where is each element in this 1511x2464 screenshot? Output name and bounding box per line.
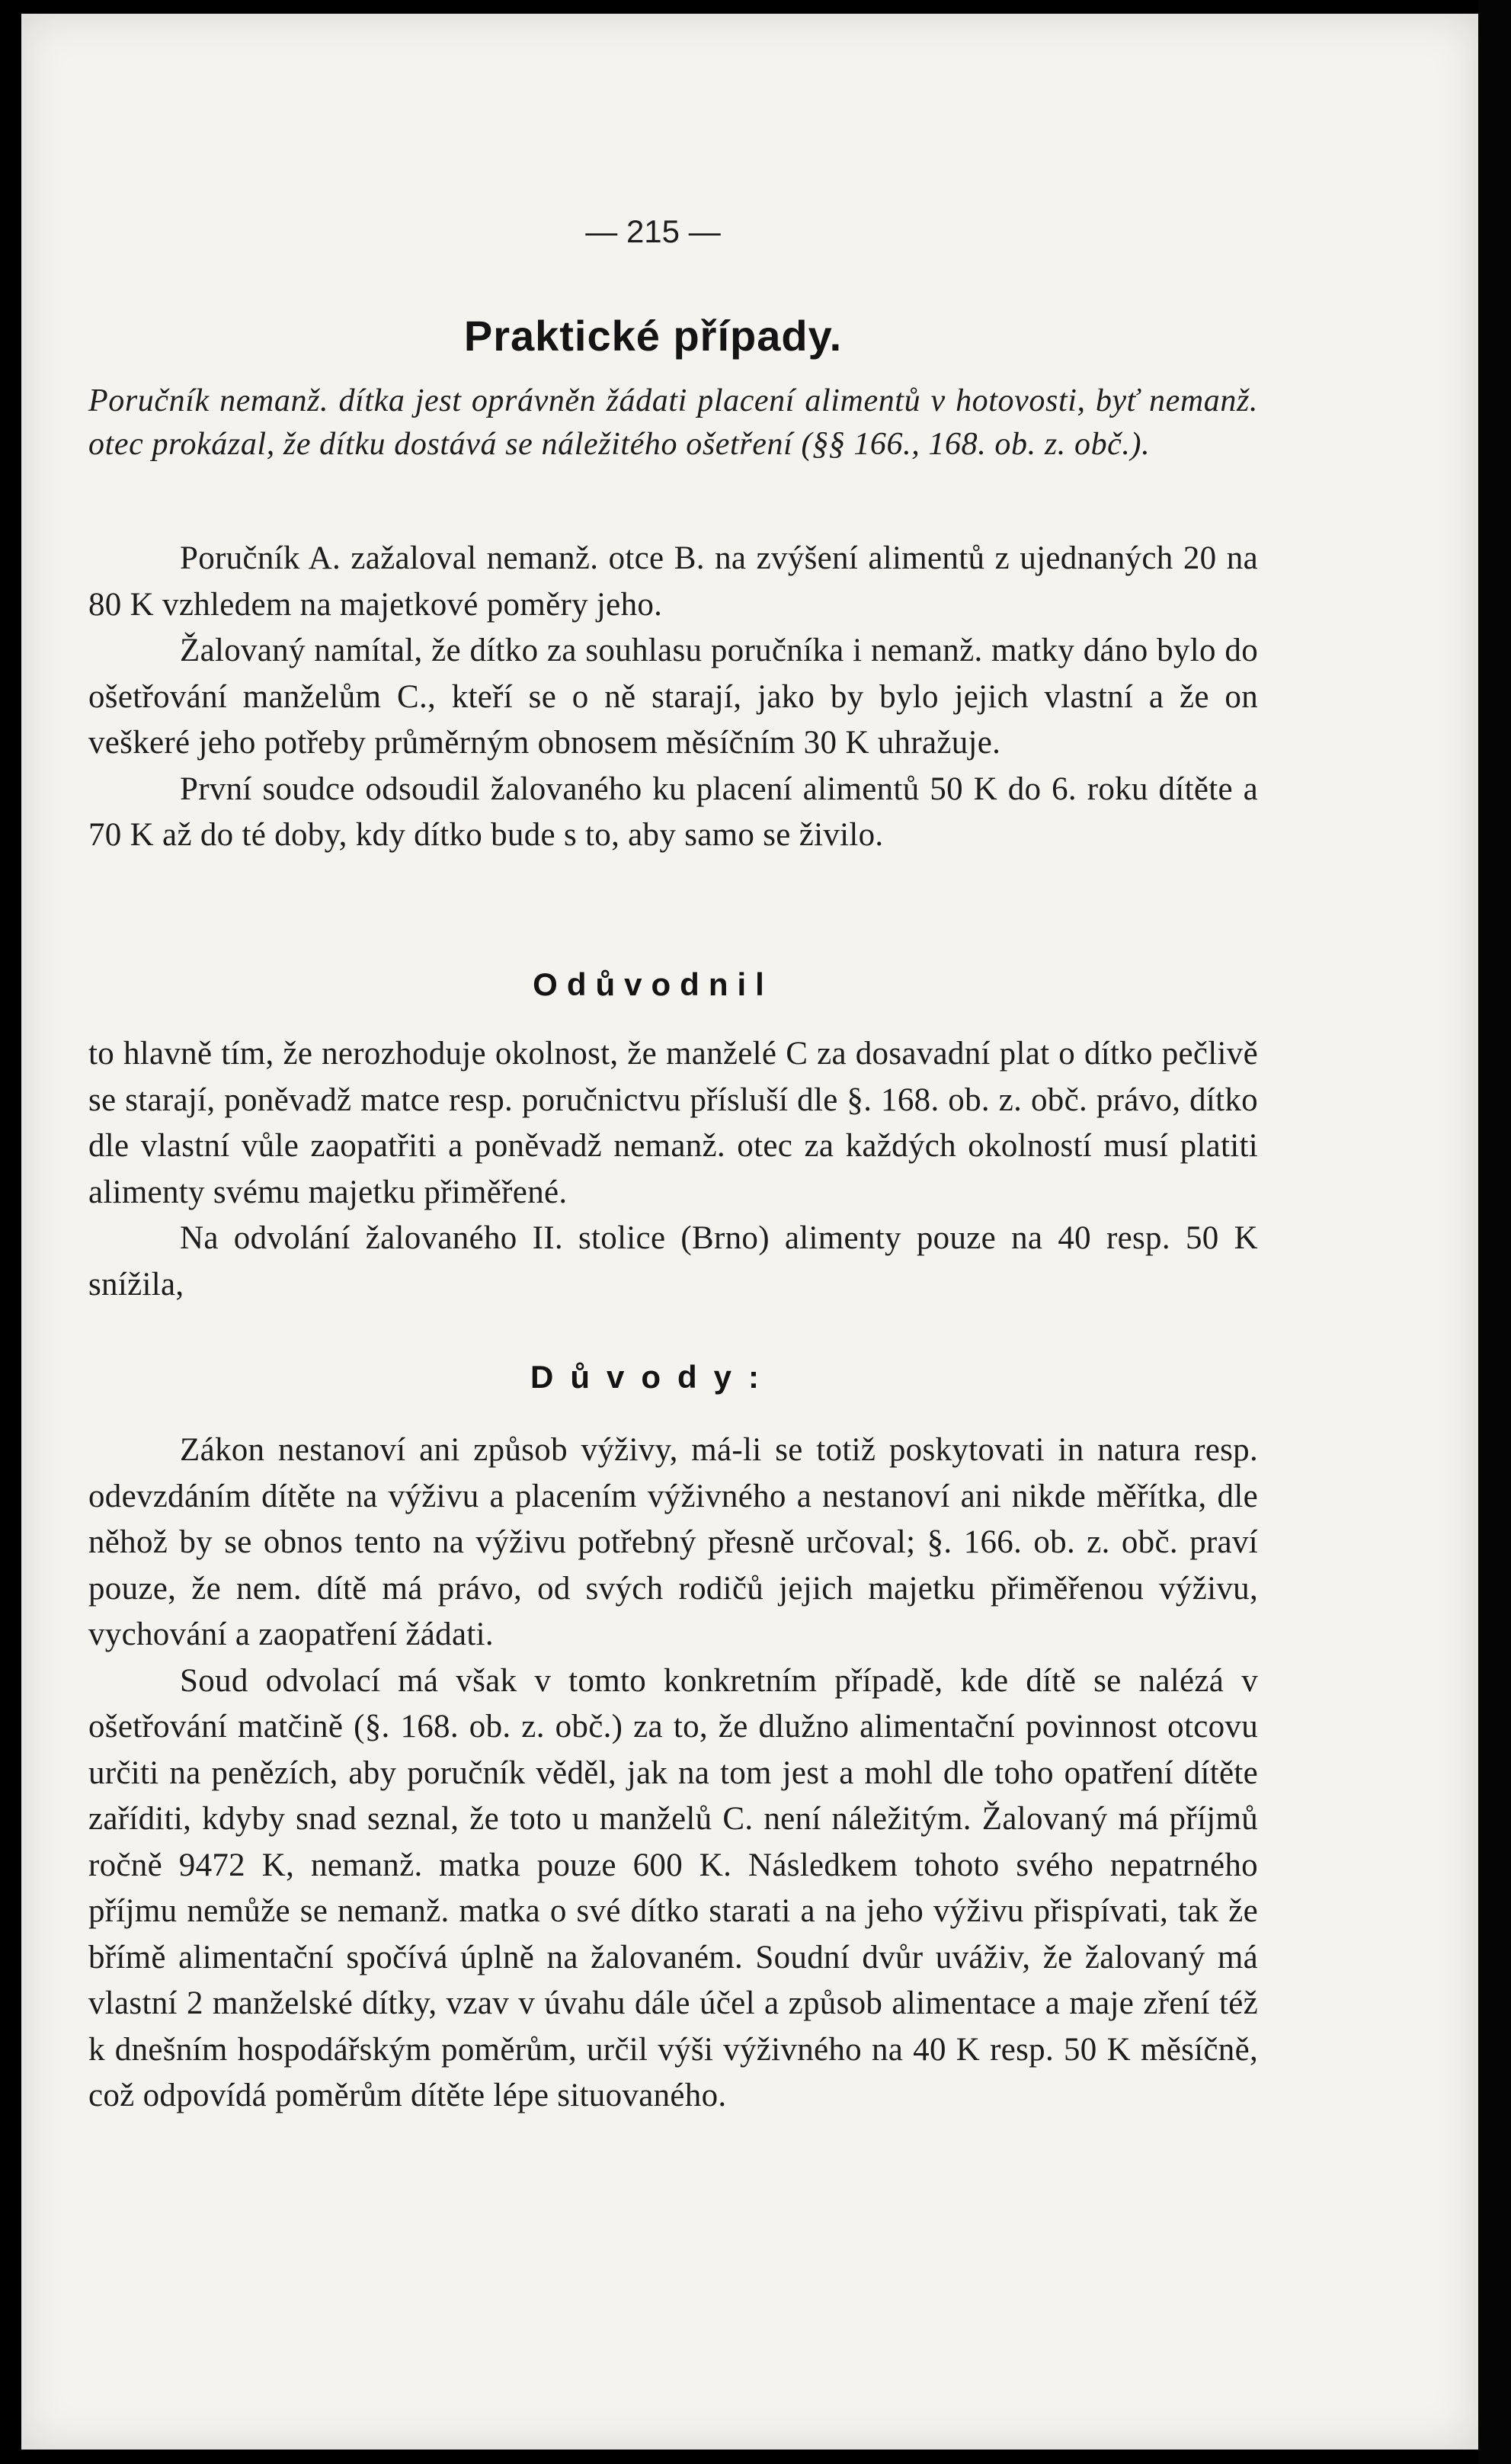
facts-paragraph-3: První soudce odsoudil žalovaného ku placení alimentů 50 K do 6. roku dítěte a 70 K až do té doby, kdy dítko bude s to, aby samo se živilo. — [88, 771, 1258, 853]
heading-oduvodnil: Odůvodnil — [533, 966, 773, 1002]
first-instance-paragraph-2: Na odvolání žalovaného II. stolice (Brno) alimenty pouze na 40 resp. 50 K snížila, — [88, 1220, 1258, 1302]
page-number: — 215 — — [585, 213, 721, 249]
heading-duvody: Důvody: — [530, 1359, 776, 1395]
headnote — [88, 380, 1258, 466]
appeal-paragraph-1: Zákon nestanoví ani způsob výživy, má-li se totiž poskytovati in natura resp. odevzdáním dítěte na výživu a placením výživného a nestanoví ani nikde měřítka, dle něhož by se obnos tento na výživu potřebný přesně určoval; §. 166. ob. z. obč. praví pouze, že nem. dítě má právo, od svých rodičů jejich majetku přiměřenou výživu, vychování a zaopatření žádati. — [88, 1432, 1258, 1652]
facts-paragraph-2: Žalovaný namítal, že dítko za souhlasu poručníka i nemanž. matky dáno bylo do ošetřování manželům C., kteří se o ně starají, jako by bylo jejich vlastní a že on veškeré jeho potřeby průměrným obnosem měsíčním 30 K uhražuje. — [88, 633, 1258, 761]
headnote-text: Poručník nemanž. dítka jest oprávněn žádati placení alimentů v hotovosti, byť nemanž. otec prokázal, že dítku dostává se náležitého ošetření (§§ 166., 168. ob. z. obč.). — [88, 383, 1258, 462]
first-instance-paragraph-1: to hlavně tím, že nerozhoduje okolnost, že manželé C za dosavadní plat o dítko pečlivě se starají, poněvadž matce resp. poručnictvu přísluší dle §. 168. ob. z. obč. právo, dítko dle vlastní vůle zaopatřiti a poněvadž nemanž. otec za každých okolností musí platiti alimenty svému majetku přiměřené. — [88, 1036, 1258, 1210]
facts-section — [88, 536, 1258, 859]
facts-paragraph-1: Poručník A. zažaloval nemanž. otce B. na zvýšení alimentů z ujednaných 20 na 80 K vzhledem na majetkové poměry jeho. — [88, 540, 1258, 623]
scanned-page — [21, 14, 1478, 2450]
appeal-paragraph-2: Soud odvolací má však v tomto konkretním případě, kde dítě se nalézá v ošetřování matčině (§. 168. ob. z. obč.) za to, že dlužno alimentační povinnost otcovu určiti na penězích, aby poručník věděl, jak na tom jest a mohl dle toho opatření dítěte zaříditi, kdyby snad seznal, že toto u manželů C. není náležitým. Žalovaný má příjmů ročně 9472 K, nemanž. matka pouze 600 K. Následkem tohoto svého nepatrného příjmu nemůže se nemanž. matka o své dítko starati a na jeho výživu přispívati, tak že břímě alimentační spočívá úplně na žalovaném. Soudní dvůr uváživ, že žalovaný má vlastní 2 manželské dítky, vzav v úvahu dále účel a způsob alimentace a maje zření též k dnešním hospodářským poměrům, určil výši výživného na 40 K resp. 50 K měsíčně, což odpovídá poměrům dítěte lépe situovaného. — [88, 1662, 1258, 2113]
page-title: Praktické případy. — [463, 312, 843, 360]
first-instance-reasoning — [88, 1031, 1258, 1308]
appeal-reasoning — [88, 1427, 1258, 2120]
scan-border — [1478, 0, 1511, 2464]
